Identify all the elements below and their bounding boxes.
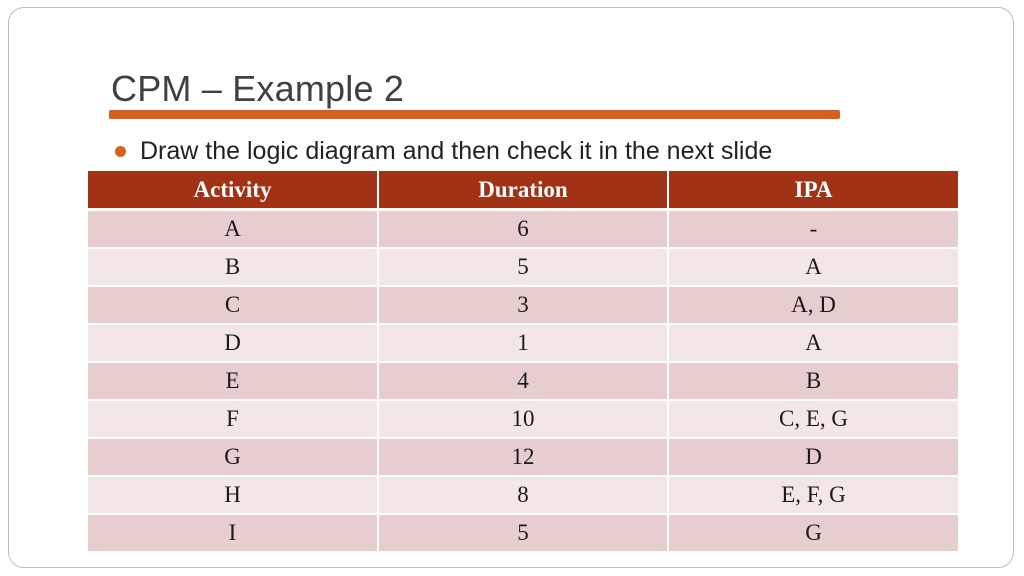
cell-activity: H — [88, 476, 378, 514]
cell-activity: B — [88, 248, 378, 286]
cell-duration: 10 — [378, 400, 668, 438]
cell-ipa: G — [668, 514, 958, 552]
bullet-text: Draw the logic diagram and then check it in the next slide — [140, 136, 773, 165]
cell-activity: I — [88, 514, 378, 552]
activity-table — [88, 171, 958, 553]
cell-activity: G — [88, 438, 378, 476]
cell-activity: E — [88, 362, 378, 400]
table-row — [88, 514, 958, 552]
cell-ipa: A — [668, 324, 958, 362]
cell-duration: 5 — [378, 248, 668, 286]
cell-duration: 8 — [378, 476, 668, 514]
cell-ipa: - — [668, 210, 958, 249]
header-duration: Duration — [378, 171, 668, 210]
bullet-dot-icon — [115, 146, 126, 157]
cell-duration: 4 — [378, 362, 668, 400]
cell-ipa: C, E, G — [668, 400, 958, 438]
cell-ipa: B — [668, 362, 958, 400]
cell-activity: F — [88, 400, 378, 438]
header-ipa: IPA — [668, 171, 958, 210]
table-row — [88, 286, 958, 324]
table-row — [88, 438, 958, 476]
table-row — [88, 210, 958, 249]
table-header-row — [88, 171, 958, 210]
cell-ipa: A, D — [668, 286, 958, 324]
cell-activity: D — [88, 324, 378, 362]
cell-activity: A — [88, 210, 378, 249]
table-row — [88, 324, 958, 362]
cell-activity: C — [88, 286, 378, 324]
table-row — [88, 362, 958, 400]
cell-duration: 3 — [378, 286, 668, 324]
cell-ipa: A — [668, 248, 958, 286]
slide-title: CPM – Example 2 — [111, 68, 405, 109]
table-row — [88, 400, 958, 438]
table-row — [88, 248, 958, 286]
cell-duration: 5 — [378, 514, 668, 552]
cell-duration: 1 — [378, 324, 668, 362]
bullet-item — [115, 134, 772, 168]
title-underline-bar — [109, 110, 840, 119]
table-row — [88, 476, 958, 514]
header-activity: Activity — [88, 171, 378, 210]
cell-duration: 12 — [378, 438, 668, 476]
cell-duration: 6 — [378, 210, 668, 249]
cell-ipa: E, F, G — [668, 476, 958, 514]
cell-ipa: D — [668, 438, 958, 476]
